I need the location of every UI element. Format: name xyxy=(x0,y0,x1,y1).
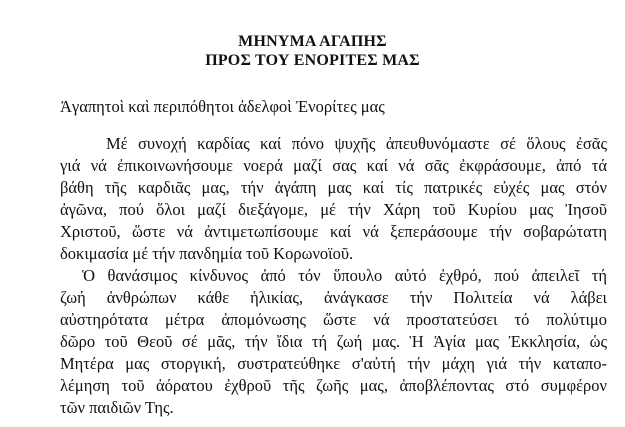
paragraph-line: γιά νά ἐπικοινωνήσουμε νοερά μαζί σας καί νά σᾶς ἐκφράσουμε, ἀπό τά xyxy=(60,156,607,175)
paragraph-line: Ὁ θανάσιμος κίνδυνος ἀπό τόν ὕπουλο αὐτό ἐχθρό, πού ἀπειλεῖ τή xyxy=(82,266,607,285)
paragraph-line: δῶρο τοῦ Θεοῦ σέ μᾶς, τήν ἴδια τή ζωή μας. Ἡ Ἁγία μας Ἐκκλησία, ὡς xyxy=(60,332,607,351)
salutation: Ἀγαπητοὶ καὶ περιπόθητοι ἀδελφοὶ Ἐνορίτες μας xyxy=(60,97,385,116)
paragraph-line: ἀγῶνα, πού ὅλοι μαζί διεξάγομε, μέ τήν Χάρη τοῦ Κυρίου μας Ἰησοῦ xyxy=(60,200,607,219)
paragraph-line: λέμηση τοῦ ἀόρατου ἐχθροῦ τῆς ζωῆς μας, ἀποβλέποντας στό συμφέρον xyxy=(60,376,607,395)
paragraph-line: Μέ συνοχή καρδίας καί πόνο ψυχῆς ἀπευθυνόμαστε σέ ὅλους ἐσᾶς xyxy=(106,134,607,153)
title-line-1: ΜΗΝΥΜΑ ΑΓΑΠΗΣ xyxy=(238,33,387,50)
paragraph-line: Μητέρα μας στοργική, συστρατεύθηκε σ'αὐτή τήν μάχη γιά τήν καταπο- xyxy=(60,354,607,373)
paragraph-line: Χριστοῦ, ὥστε νά ἀντιμετωπίσουμε καί νά ξεπεράσουμε τήν σοβαρώτατη xyxy=(60,222,607,241)
paragraph-line: τῶν παιδιῶν Της. xyxy=(60,398,174,417)
paragraph-line: δοκιμασία μέ τήν πανδημία τοῦ Κορωνοϊοῦ. xyxy=(60,244,354,263)
title-line-2: ΠΡΟΣ ΤΟΥ ΕΝΟΡΙΤΕΣ ΜΑΣ xyxy=(205,52,420,69)
paragraph-line: ζωή ἀνθρώπων κάθε ἡλικίας, ἀνάγκασε τήν Πολιτεία νά λάβει xyxy=(60,288,607,307)
paragraph-line: βάθη τῆς καρδιᾶς μας, τήν ἀγάπη μας καί τίς πατρικές εὐχές μας στόν xyxy=(60,178,607,197)
paragraph-line: αὐστηρότατα μέτρα ἀπομόνωσης ὥστε νά προστατεύσει τό πολύτιμο xyxy=(60,310,607,329)
